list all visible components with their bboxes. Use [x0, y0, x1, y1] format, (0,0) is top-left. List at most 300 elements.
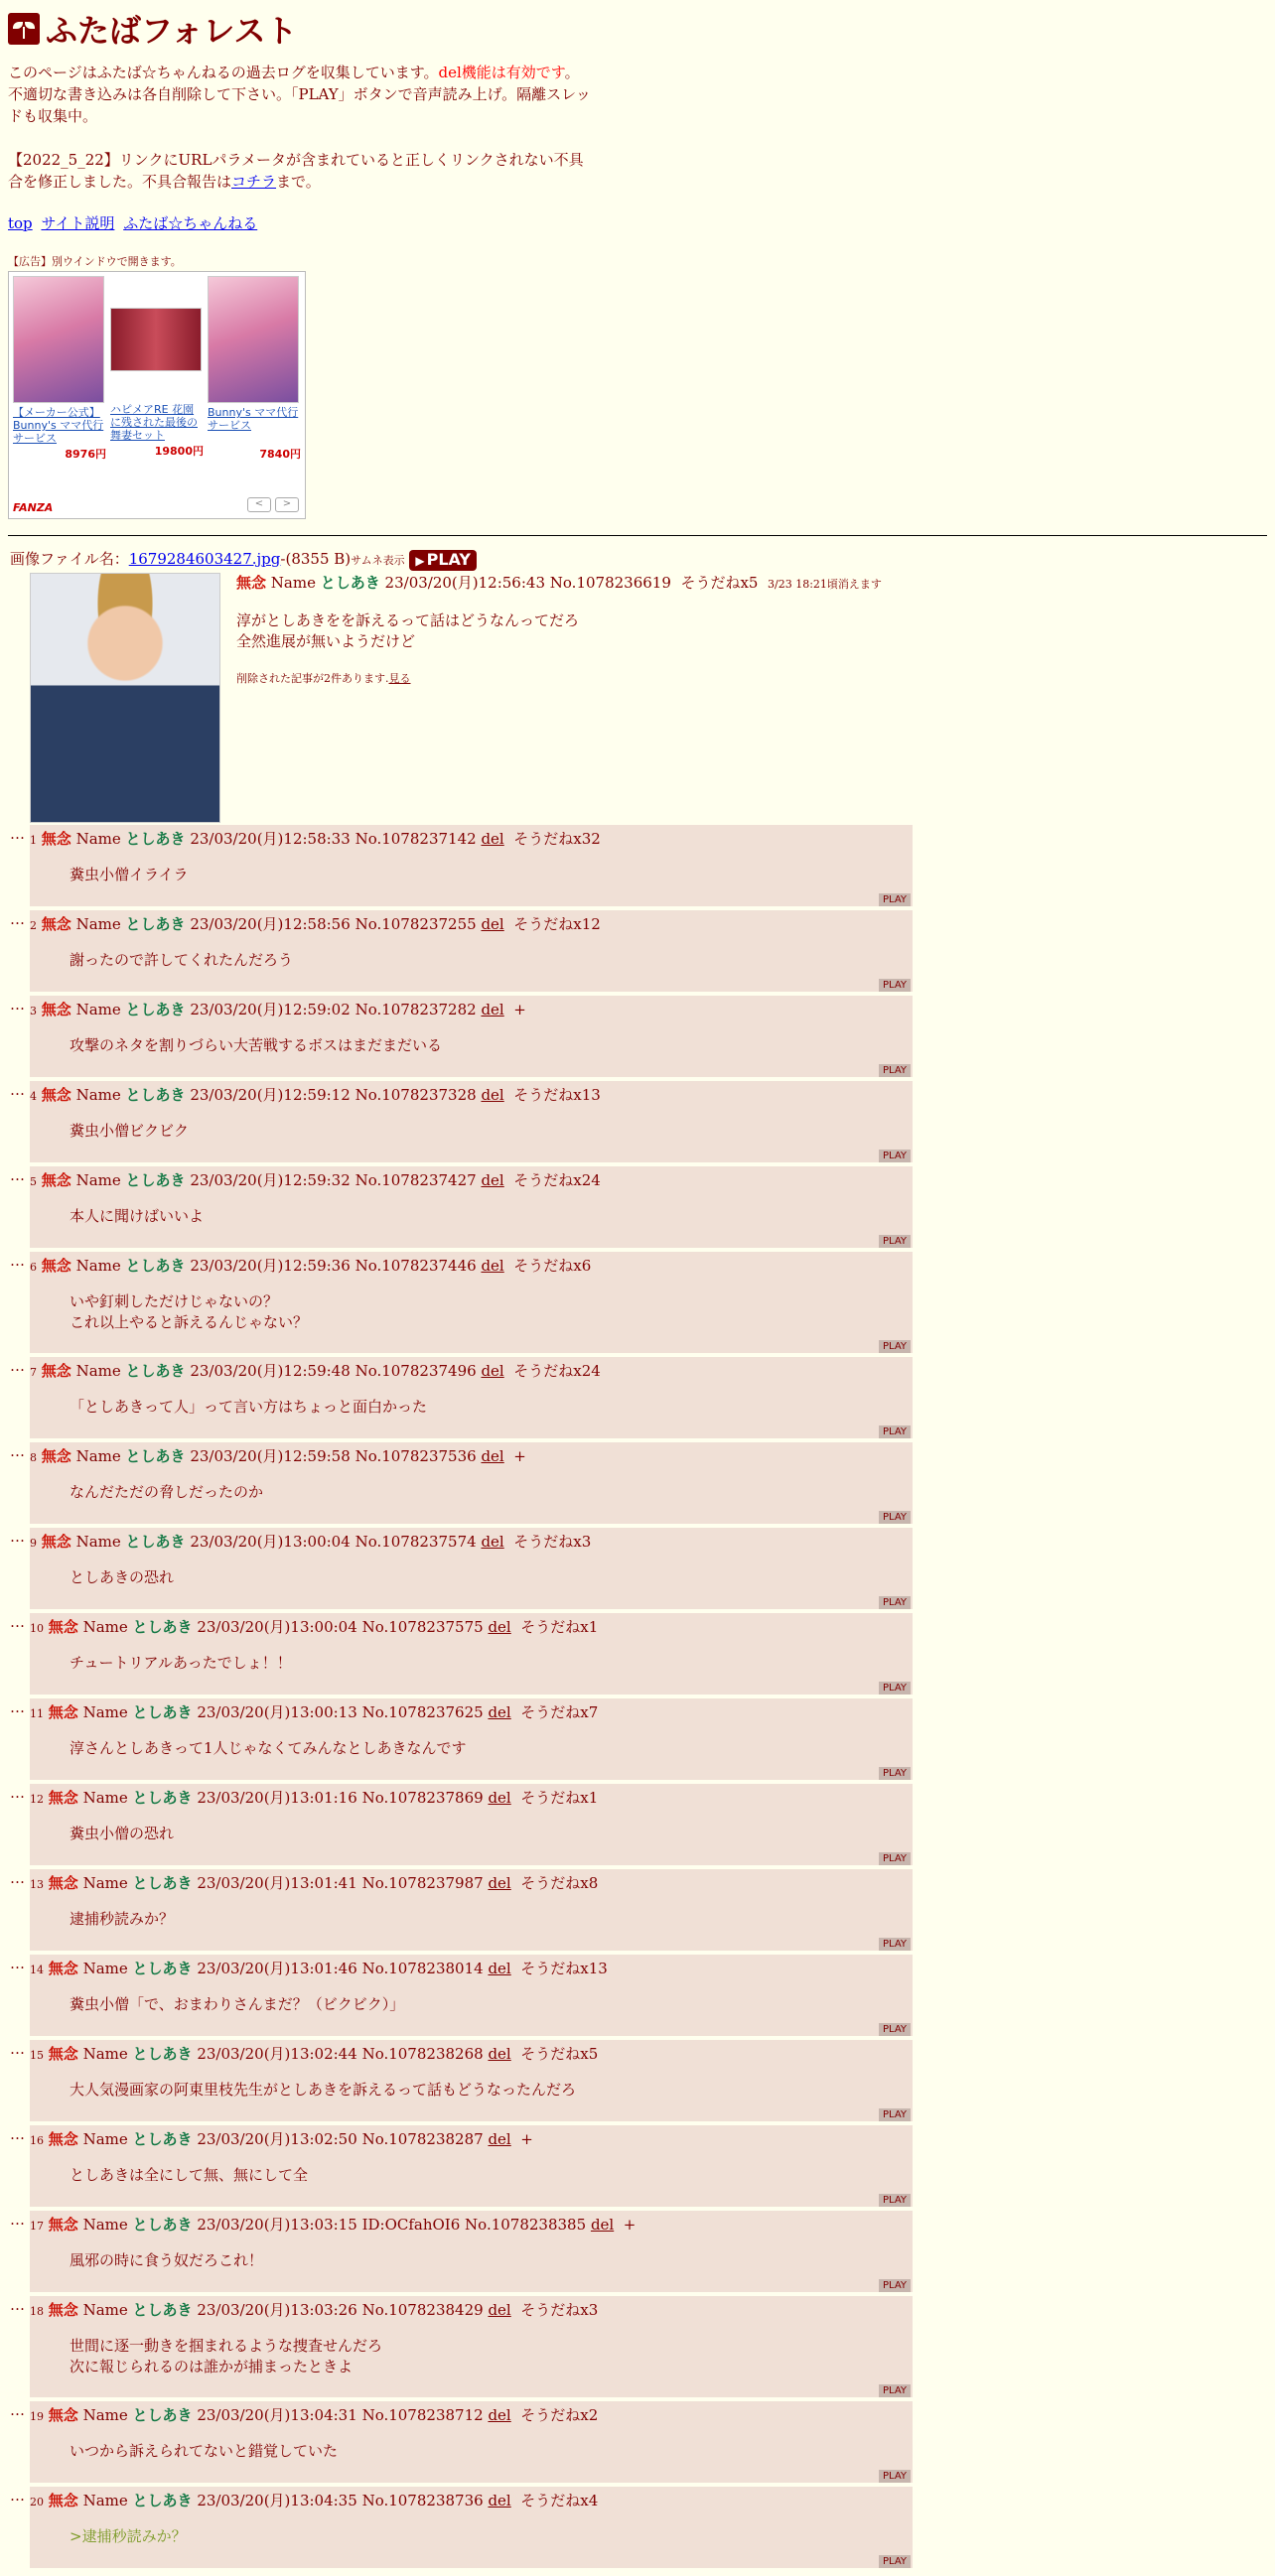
reply-header: 13 無念 Name としあき 23/03/20(月)13:01:41 No.1078237987 del そうだねx8 [30, 1873, 599, 1892]
post-datetime: 23/03/20(月)13:01:41 [197, 1873, 357, 1892]
reply-number: 18 [30, 2304, 44, 2318]
ellipsis-icon: … [10, 2039, 25, 2058]
post-datetime: 23/03/20(月)13:01:46 [197, 1959, 357, 1977]
post-datetime: 23/03/20(月)12:58:56 [190, 914, 351, 933]
del-link[interactable]: del [481, 1256, 504, 1275]
post-number[interactable]: No.1078237625 [361, 1702, 484, 1721]
post-name: としあき [132, 1702, 193, 1721]
del-link[interactable]: del [481, 914, 504, 933]
reply-message: なんだただの脅しだったのか [70, 1482, 264, 1501]
reply-box [30, 2125, 913, 2207]
reply-row [8, 1081, 1267, 1162]
post-name: としあき [132, 1617, 193, 1636]
sodane-button[interactable]: + [513, 1000, 526, 1018]
reply-play-button[interactable]: PLAY [879, 1852, 911, 1865]
post-subject: 無念 [48, 2300, 78, 2319]
sodane-button[interactable]: そうだねx13 [520, 1959, 608, 1977]
reply-message [70, 2526, 913, 2547]
sodane-button[interactable]: そうだねx5 [520, 2044, 599, 2063]
sodane-button[interactable]: そうだねx3 [513, 1532, 592, 1551]
reply-message: 謝ったので許してくれたんだろう [70, 950, 294, 969]
op-post [8, 573, 1267, 825]
del-enabled-notice: del機能は有効です [438, 64, 565, 81]
reply-play-button[interactable]: PLAY [879, 2194, 911, 2207]
ellipsis-icon: … [10, 1441, 25, 1460]
reply-row [8, 1357, 1267, 1438]
reply-header: 14 無念 Name としあき 23/03/20(月)13:01:46 No.1078238014 del そうだねx13 [30, 1959, 608, 1977]
reply-header: 20 無念 Name としあき 23/03/20(月)13:04:35 No.1078238736 del そうだねx4 [30, 2491, 599, 2509]
post-subject: 無念 [41, 1361, 71, 1380]
reply-row [8, 1955, 1267, 2036]
post-datetime: 23/03/20(月)12:56:43 [384, 573, 545, 592]
post-datetime: 23/03/20(月)13:03:15 [197, 2215, 357, 2234]
reply-row [8, 996, 1267, 1077]
post-number[interactable]: No.1078238736 [361, 2491, 484, 2509]
sodane-button[interactable]: + [513, 1446, 526, 1465]
reply-number: 19 [30, 2409, 44, 2423]
del-link[interactable]: del [488, 2491, 511, 2509]
reply-number: 3 [30, 1004, 37, 1017]
reply-number: 20 [30, 2495, 44, 2508]
reply-row [8, 1613, 1267, 1695]
post-name: としあき [132, 1873, 193, 1892]
reply-header: 2 無念 Name としあき 23/03/20(月)12:58:56 No.1078237255 del そうだねx12 [30, 914, 601, 933]
post-datetime: 23/03/20(月)13:00:13 [197, 1702, 357, 1721]
reply-message: 淳さんとしあきって1人じゃなくてみんなとしあきなんです [70, 1738, 467, 1757]
bug-report-link[interactable]: コチラ [231, 173, 277, 191]
ad-title[interactable]: ハピメアRE 花園に残された最後の舞妻セット [110, 403, 198, 442]
del-link[interactable]: del [481, 1446, 504, 1465]
sodane-button[interactable]: そうだねx8 [520, 1873, 599, 1892]
post-datetime: 23/03/20(月)13:00:04 [190, 1532, 351, 1551]
ad-image[interactable] [208, 276, 299, 403]
post-number[interactable]: No.1078237142 [354, 829, 477, 848]
reply-header: 17 無念 Name としあき 23/03/20(月)13:03:15 ID:OCfahOI6 No.1078238385 del + [30, 2215, 637, 2234]
post-name: としあき [132, 1788, 193, 1807]
reply-message: 糞虫小僧の恐れ [70, 1824, 175, 1842]
quote-text: >逮捕秒読みか？ [70, 2526, 187, 2545]
reply-message: いつから訴えられてないと錯覚していた [70, 2441, 339, 2460]
post-name: としあき [132, 1959, 193, 1977]
reply-number: 1 [30, 833, 37, 847]
reply-header: 5 無念 Name としあき 23/03/20(月)12:59:32 No.1078237427 del そうだねx24 [30, 1170, 601, 1189]
reply-number: 12 [30, 1792, 44, 1806]
ellipsis-icon: … [10, 1080, 25, 1099]
sodane-button[interactable]: そうだねx1 [520, 1788, 599, 1807]
reply-box [30, 1869, 913, 1951]
nav-about-link[interactable]: サイト説明 [41, 214, 115, 232]
reply-number: 2 [30, 918, 37, 932]
sodane-button[interactable]: そうだねx7 [520, 1702, 599, 1721]
del-link[interactable]: del [488, 1617, 511, 1636]
reply-message: 大人気漫画家の阿東里枝先生がとしあきを訴えるって話もどうなったんだろ [70, 2080, 577, 2099]
post-number[interactable]: No.1078237446 [354, 1256, 477, 1275]
post-number[interactable]: No.1078238429 [361, 2300, 484, 2319]
post-number[interactable]: No.1078237536 [354, 1446, 477, 1465]
post-subject: 無念 [48, 2491, 78, 2509]
sodane-button[interactable]: そうだねx6 [513, 1256, 592, 1275]
fanza-logo: FANZA [13, 501, 54, 514]
post-name: としあき [132, 2405, 193, 2424]
reply-row [8, 825, 1267, 906]
reply-play-button[interactable]: PLAY [879, 1064, 911, 1077]
post-datetime: 23/03/20(月)12:59:58 [190, 1446, 351, 1465]
reply-number: 7 [30, 1365, 37, 1379]
reply-row [8, 1528, 1267, 1609]
op-message: 淳がとしあきをを訴えるって話はどうなんってだろ 全然進展が無いようだけど [236, 610, 580, 650]
del-link[interactable]: del [488, 1959, 511, 1977]
post-number[interactable]: No.1078237328 [354, 1085, 477, 1104]
post-datetime: 23/03/20(月)12:59:02 [190, 1000, 351, 1018]
sodane-button[interactable]: + [623, 2215, 637, 2234]
post-number[interactable]: No.1078238287 [361, 2129, 484, 2148]
post-subject: 無念 [41, 1446, 71, 1465]
post-number[interactable]: No.1078237575 [361, 1617, 484, 1636]
reply-header: 8 無念 Name としあき 23/03/20(月)12:59:58 No.1078237536 del + [30, 1446, 526, 1465]
post-datetime: 23/03/20(月)13:01:16 [197, 1788, 357, 1807]
post-subject: 無念 [41, 914, 71, 933]
reply-play-button[interactable]: PLAY [879, 2023, 911, 2036]
post-name: としあき [132, 2491, 193, 2509]
sodane-button[interactable]: そうだねx12 [513, 914, 601, 933]
reply-box [30, 1955, 913, 2036]
post-name: としあき [132, 2215, 193, 2234]
reply-row [8, 1442, 1267, 1524]
ad-item[interactable] [110, 276, 204, 459]
post-subject: 無念 [48, 1702, 78, 1721]
reply-box [30, 1442, 913, 1524]
post-datetime: 23/03/20(月)13:02:50 [197, 2129, 357, 2148]
post-datetime: 23/03/20(月)12:59:48 [190, 1361, 351, 1380]
post-datetime: 23/03/20(月)12:58:33 [190, 829, 351, 848]
del-link[interactable]: del [488, 1788, 511, 1807]
reply-header: 7 無念 Name としあき 23/03/20(月)12:59:48 No.1078237496 del そうだねx24 [30, 1361, 601, 1380]
sodane-button[interactable]: そうだねx24 [513, 1170, 601, 1189]
post-subject: 無念 [41, 1170, 71, 1189]
post-datetime: 23/03/20(月)12:59:32 [190, 1170, 351, 1189]
sodane-button[interactable]: そうだねx24 [513, 1361, 601, 1380]
reply-row [8, 2040, 1267, 2121]
ad-image[interactable] [110, 308, 202, 371]
reply-play-button[interactable]: PLAY [879, 1150, 911, 1162]
post-datetime: 23/03/20(月)13:04:31 [197, 2405, 357, 2424]
reply-number: 17 [30, 2219, 44, 2233]
reply-play-button[interactable]: PLAY [879, 2384, 911, 2397]
sodane-button[interactable]: そうだねx2 [520, 2405, 599, 2424]
ad-price: 7840円 [259, 448, 301, 461]
ellipsis-icon: … [10, 1165, 25, 1184]
del-link[interactable]: del [481, 1361, 504, 1380]
reply-header: 12 無念 Name としあき 23/03/20(月)13:01:16 No.1078237869 del そうだねx1 [30, 1788, 599, 1807]
post-name: としあき [320, 573, 380, 592]
post-subject: 無念 [48, 2215, 78, 2234]
reply-header: 19 無念 Name としあき 23/03/20(月)13:04:31 No.1078238712 del そうだねx2 [30, 2405, 599, 2424]
post-subject: 無念 [48, 1959, 78, 1977]
post-id: ID:OCfahOI6 [361, 2215, 461, 2234]
site-nav [8, 212, 1267, 233]
reply-message: チュートリアルあったでしょ！！ [70, 1653, 292, 1672]
ellipsis-icon: … [10, 2124, 25, 2143]
reply-box [30, 1166, 913, 1248]
reply-message: いや釘刺しただけじゃないの？ これ以上やると訴えるんじゃない？ [70, 1291, 309, 1331]
reply-header: 18 無念 Name としあき 23/03/20(月)13:03:26 No.1078238429 del そうだねx3 [30, 2300, 599, 2319]
post-subject: 無念 [48, 2405, 78, 2424]
deleted-notice: 削除された記事が2件あります.見る [236, 671, 411, 685]
reply-message: 糞虫小僧イライラ [70, 865, 189, 883]
del-link[interactable]: del [488, 2405, 511, 2424]
reply-number: 13 [30, 1877, 44, 1891]
reply-box [30, 2040, 913, 2121]
reply-header: 9 無念 Name としあき 23/03/20(月)13:00:04 No.1078237574 del そうだねx3 [30, 1532, 592, 1551]
ad-nav [247, 497, 299, 512]
post-subject: 無念 [48, 1873, 78, 1892]
del-link[interactable]: del [481, 1085, 504, 1104]
sodane-button[interactable]: そうだねx13 [513, 1085, 601, 1104]
post-subject: 無念 [48, 1617, 78, 1636]
reply-play-button[interactable]: PLAY [879, 2470, 911, 2483]
ad-item[interactable] [13, 276, 106, 462]
reply-row [8, 1166, 1267, 1248]
sodane-button[interactable]: そうだねx32 [513, 829, 601, 848]
ellipsis-icon: … [10, 909, 25, 928]
nav-top-link[interactable]: top [8, 214, 33, 232]
post-number[interactable]: No.1078238014 [361, 1959, 484, 1977]
ad-price: 19800円 [154, 445, 204, 458]
post-subject: 無念 [48, 2044, 78, 2063]
post-subject: 無念 [41, 829, 71, 848]
reply-box [30, 996, 913, 1077]
post-subject: 無念 [41, 1532, 71, 1551]
reply-row [8, 1784, 1267, 1865]
reply-play-button[interactable]: PLAY [879, 1682, 911, 1695]
reply-message: としあきの恐れ [70, 1567, 175, 1586]
reply-box [30, 825, 913, 906]
ad-item[interactable] [208, 276, 301, 462]
post-name: としあき [125, 829, 186, 848]
reply-header: 11 無念 Name としあき 23/03/20(月)13:00:13 No.1078237625 del そうだねx7 [30, 1702, 599, 1721]
ellipsis-icon: … [10, 995, 25, 1014]
ellipsis-icon: … [10, 824, 25, 843]
site-intro: このページはふたば☆ちゃんねるの過去ログを収集しています。del機能は有効です。不適切な書き込みは各自削除して下さい。「PLAY」ボタンで音声読み上げ。隔離スレッドも収集中。 [8, 64, 591, 125]
reply-message: としあきは全にして無、無にして全 [70, 2165, 309, 2184]
site-header [8, 6, 1267, 52]
reply-play-button[interactable]: PLAY [879, 1511, 911, 1524]
reply-row [8, 1869, 1267, 1951]
ad-title[interactable]: Bunny's ママ代行サービス [208, 406, 299, 432]
ad-price: 8976円 [65, 448, 106, 461]
ellipsis-icon: … [10, 2400, 25, 2419]
del-link[interactable]: del [488, 2129, 511, 2148]
del-link[interactable]: del [488, 2300, 511, 2319]
post-datetime: 23/03/20(月)13:03:26 [197, 2300, 357, 2319]
reply-header: 10 無念 Name としあき 23/03/20(月)13:00:04 No.1078237575 del そうだねx1 [30, 1617, 599, 1636]
reply-number: 9 [30, 1536, 37, 1550]
post-name: としあき [132, 2044, 193, 2063]
post-number[interactable]: No.1078237574 [354, 1532, 477, 1551]
reply-number: 11 [30, 1706, 44, 1720]
post-subject: 無念 [41, 1000, 71, 1018]
del-link[interactable]: del [488, 1873, 511, 1892]
post-name: としあき [132, 2300, 193, 2319]
post-subject: 無念 [48, 2129, 78, 2148]
post-number[interactable]: No.1078237869 [361, 1788, 484, 1807]
expire-notice: 3/23 18:21頃消えます [768, 577, 882, 591]
reply-box [30, 1784, 913, 1865]
reply-play-button[interactable]: PLAY [879, 1425, 911, 1438]
reply-play-button[interactable]: PLAY [879, 1235, 911, 1248]
chevron-left-icon[interactable]: < [247, 497, 271, 512]
post-number[interactable]: No.1078238712 [361, 2405, 484, 2424]
ellipsis-icon: … [10, 1612, 25, 1631]
ad-label: 【広告】別ウインドウで開きます。 [8, 255, 182, 268]
ellipsis-icon: … [10, 1251, 25, 1270]
ad-image[interactable] [13, 276, 104, 403]
reply-message: 逮捕秒読みか？ [70, 1909, 175, 1928]
ad-box [8, 271, 306, 519]
reply-message: 「としあきって人」って言い方はちょっと面白かった [70, 1397, 428, 1416]
reply-row [8, 2125, 1267, 2207]
del-link[interactable]: del [488, 2044, 511, 2063]
reply-message: 攻撃のネタを割りづらい大苦戦するボスはまだまだいる [70, 1035, 443, 1054]
reply-box [30, 1252, 913, 1353]
reply-row [8, 2296, 1267, 2397]
del-link[interactable]: del [481, 1532, 504, 1551]
post-name: としあき [125, 1256, 186, 1275]
post-datetime: 23/03/20(月)13:00:04 [197, 1617, 357, 1636]
post-number[interactable]: No.1078236619 [549, 573, 671, 592]
post-name: としあき [125, 1446, 186, 1465]
post-datetime: 23/03/20(月)13:04:35 [197, 2491, 357, 2509]
sodane-button[interactable]: そうだねx1 [520, 1617, 599, 1636]
post-name: としあき [132, 2129, 193, 2148]
reply-number: 5 [30, 1174, 37, 1188]
reply-header: 6 無念 Name としあき 23/03/20(月)12:59:36 No.1078237446 del そうだねx6 [30, 1256, 592, 1275]
site-notice: 【2022_5_22】リンクにURLパラメータが含まれていると正しくリンクされない不具合を修正しました。不具合報告はコチラまで。 [8, 151, 584, 191]
ellipsis-icon: … [10, 1356, 25, 1375]
post-number[interactable]: No.1078237282 [354, 1000, 477, 1018]
ellipsis-icon: … [10, 1783, 25, 1802]
post-number[interactable]: No.1078237496 [354, 1361, 477, 1380]
chevron-right-icon[interactable]: > [275, 497, 299, 512]
reply-number: 8 [30, 1450, 37, 1464]
reply-play-button[interactable]: PLAY [879, 1767, 911, 1780]
op-file-info: 画像ファイル名：1679284603427.jpg-(8355 B)サムネ表示 ▶ PLAY [10, 548, 1267, 571]
post-datetime: 23/03/20(月)13:02:44 [197, 2044, 357, 2063]
post-number[interactable]: No.1078237255 [354, 914, 477, 933]
reply-header: 4 無念 Name としあき 23/03/20(月)12:59:12 No.1078237328 del そうだねx13 [30, 1085, 601, 1104]
ellipsis-icon: … [10, 1954, 25, 1972]
ellipsis-icon: … [10, 1527, 25, 1546]
reply-play-button[interactable]: PLAY [879, 979, 911, 992]
post-name: としあき [125, 1085, 186, 1104]
nav-futaba-link[interactable]: ふたば☆ちゃんねる [123, 214, 258, 232]
reply-row [8, 1252, 1267, 1353]
reply-play-button[interactable]: PLAY [879, 2279, 911, 2292]
reply-play-button[interactable]: PLAY [879, 2555, 911, 2568]
sodane-button[interactable]: + [520, 2129, 533, 2148]
reply-play-button[interactable]: PLAY [879, 1340, 911, 1353]
reply-header: 1 無念 Name としあき 23/03/20(月)12:58:33 No.1078237142 del そうだねx32 [30, 829, 601, 848]
post-name: としあき [125, 1170, 186, 1189]
show-deleted-link[interactable]: 見る [388, 671, 411, 685]
post-datetime: 23/03/20(月)12:59:12 [190, 1085, 351, 1104]
del-link[interactable]: del [590, 2215, 615, 2234]
ellipsis-icon: … [10, 1697, 25, 1716]
post-name: としあき [125, 1000, 186, 1018]
reply-play-button[interactable]: PLAY [879, 2108, 911, 2121]
reply-message: 糞虫小僧「で、おまわりさんまだ？（ビクビク）」 [70, 1994, 405, 2013]
reply-row [8, 2401, 1267, 2483]
sodane-button[interactable]: そうだねx4 [520, 2491, 599, 2509]
post-subject: 無念 [236, 573, 267, 592]
reply-box [30, 2296, 913, 2397]
post-number[interactable]: No.1078238385 [465, 2215, 587, 2234]
reply-box [30, 910, 913, 992]
reply-message: 風邪の時に食う奴だろこれ！ [70, 2250, 264, 2269]
reply-number: 15 [30, 2048, 44, 2062]
op-thumbnail-image[interactable] [30, 573, 220, 823]
post-number[interactable]: No.1078238268 [361, 2044, 484, 2063]
reply-header: 16 無念 Name としあき 23/03/20(月)13:02:50 No.1078238287 del + [30, 2129, 533, 2148]
futaba-leaf-icon [8, 13, 40, 45]
reply-box [30, 1081, 913, 1162]
del-link[interactable]: del [481, 1170, 504, 1189]
post-datetime: 23/03/20(月)12:59:36 [190, 1256, 351, 1275]
sodane-button[interactable]: そうだねx3 [520, 2300, 599, 2319]
reply-number: 10 [30, 1621, 44, 1635]
reply-message: 本人に聞けばいいよ [70, 1206, 205, 1225]
reply-row [8, 1698, 1267, 1780]
op-file-link[interactable]: 1679284603427.jpg [128, 550, 281, 568]
reply-box [30, 2487, 913, 2568]
reply-message: 糞虫小僧ビクビク [70, 1121, 190, 1140]
post-subject: 無念 [48, 1788, 78, 1807]
op-body [236, 573, 1031, 689]
reply-row [8, 2487, 1267, 2568]
reply-play-button[interactable]: PLAY [879, 1938, 911, 1951]
reply-play-button[interactable]: PLAY [879, 893, 911, 906]
del-link[interactable]: del [481, 1000, 504, 1018]
reply-row [8, 2211, 1267, 2292]
ellipsis-icon: … [10, 2295, 25, 2314]
reply-number: 6 [30, 1260, 37, 1274]
post-number[interactable]: No.1078237427 [354, 1170, 477, 1189]
post-subject: 無念 [41, 1085, 71, 1104]
post-number[interactable]: No.1078237987 [361, 1873, 484, 1892]
divider [8, 535, 1267, 536]
reply-box [30, 1698, 913, 1780]
op-play-button[interactable]: ▶ PLAY [409, 550, 477, 571]
reply-row [8, 910, 1267, 992]
sodane-button[interactable]: そうだねx5 [680, 573, 759, 592]
reply-box [30, 1528, 913, 1609]
reply-list [8, 825, 1267, 2568]
reply-play-button[interactable]: PLAY [879, 1596, 911, 1609]
post-name: としあき [125, 1532, 186, 1551]
del-link[interactable]: del [488, 1702, 511, 1721]
reply-header: 15 無念 Name としあき 23/03/20(月)13:02:44 No.1078238268 del そうだねx5 [30, 2044, 599, 2063]
reply-number: 16 [30, 2133, 44, 2147]
post-name: としあき [125, 1361, 186, 1380]
post-subject: 無念 [41, 1256, 71, 1275]
del-link[interactable]: del [481, 829, 504, 848]
ellipsis-icon: … [10, 1868, 25, 1887]
ad-title[interactable]: 【メーカー公式】Bunny's ママ代行サービス [13, 406, 104, 445]
reply-box [30, 1357, 913, 1438]
reply-message: 世間に逐一動きを掴まれるような捜査せんだろ 次に報じられるのは誰かが捕まったときよ [70, 2336, 383, 2375]
reply-header: 3 無念 Name としあき 23/03/20(月)12:59:02 No.1078237282 del + [30, 1000, 526, 1018]
site-title: ふたばフォレスト [46, 12, 298, 50]
